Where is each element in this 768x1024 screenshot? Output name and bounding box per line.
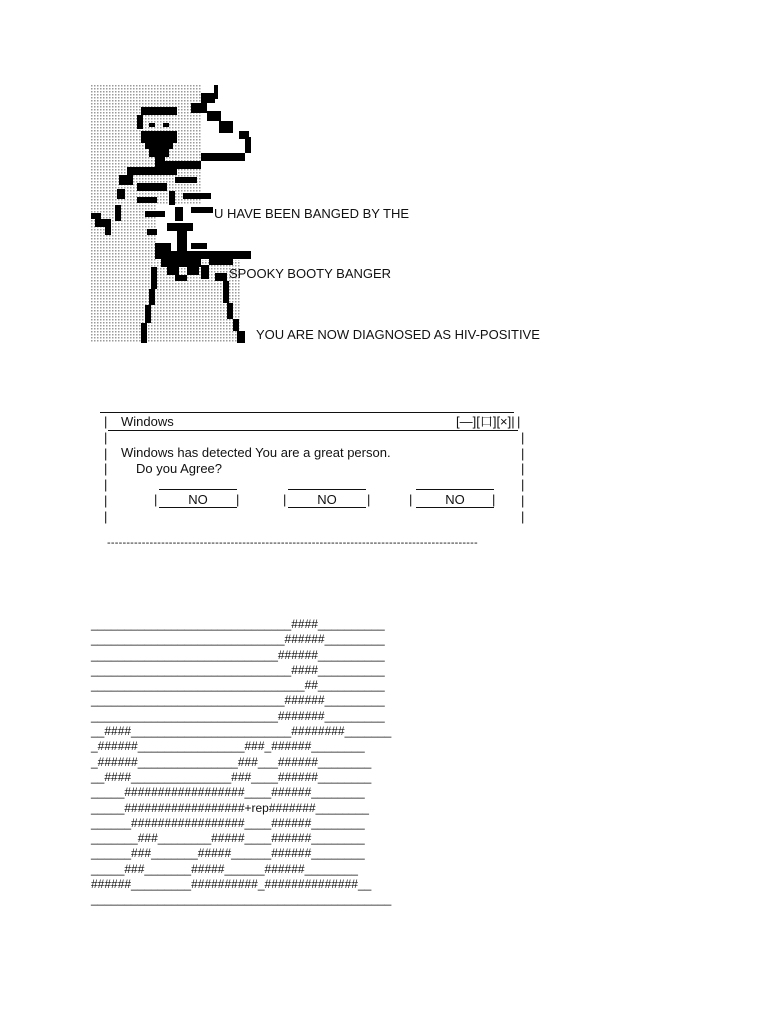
dialog-title: Windows xyxy=(121,414,174,429)
ascii-art-line: __####_______________###____######________ xyxy=(91,769,372,784)
ascii-art-line: _######_______________###___######________ xyxy=(91,754,372,769)
ascii-art-line: _____##################+rep#######________ xyxy=(91,800,369,815)
dialog-left-bar: | xyxy=(104,414,108,429)
ascii-art-line: ______________________________####__________ xyxy=(91,617,385,631)
no-button-2[interactable]: NO xyxy=(288,489,366,508)
ascii-art-line: ######_________##########_##############__ xyxy=(91,877,372,892)
button-1-left-bar: | xyxy=(154,492,158,507)
no-button-1[interactable]: NO xyxy=(159,489,237,508)
ascii-art-line: _______###________#####____######________ xyxy=(91,831,365,846)
ascii-art-line: ______#################____######________ xyxy=(91,815,365,830)
ascii-art-line: _____________________________________________ xyxy=(91,892,392,907)
ascii-art-line: ____________________________#######_________ xyxy=(91,708,385,723)
dialog-left-border: | | | | | | xyxy=(104,430,108,524)
ascii-art-line: _____##################____######________ xyxy=(91,785,365,800)
ascii-art-line: ________________________________##__________ xyxy=(91,678,385,693)
meme-line-2: SPOOKY BOOTY BANGER xyxy=(229,266,392,281)
ascii-art-line: _____###_______#####______######________ xyxy=(91,861,358,876)
meme-line-1: U HAVE BEEN BANGED BY THE xyxy=(214,206,410,221)
button-1-right-bar: | xyxy=(236,492,240,507)
button-3-right-bar: | xyxy=(492,492,496,507)
meme-line-3: YOU ARE NOW DIAGNOSED AS HIV-POSITIVE xyxy=(256,327,540,342)
button-2-left-bar: | xyxy=(283,492,287,507)
ascii-art-line: _____________________________######_________ xyxy=(91,693,385,708)
ascii-art-line: __####________________________########_______ xyxy=(91,724,392,739)
button-3-left-bar: | xyxy=(409,492,413,507)
ascii-art-line: ______###_______#####______######________ xyxy=(91,846,365,861)
no-button-3[interactable]: NO xyxy=(416,489,494,508)
dialog-right-border: | | | | | | xyxy=(521,430,525,524)
ascii-art-line: _____________________________######_________ xyxy=(91,632,385,647)
window-controls[interactable]: [—][口][×]| xyxy=(456,414,515,429)
dialog-right-bar: | xyxy=(517,414,521,429)
ascii-art-line: ______________________________####__________ xyxy=(91,662,385,677)
button-2-right-bar: | xyxy=(367,492,371,507)
ascii-art-line: ____________________________######__________ xyxy=(91,647,385,662)
ascii-art-line: _######________________###_######________ xyxy=(91,739,365,754)
dialog-title-underline xyxy=(108,430,518,431)
dialog-bottom-dashes: ------------------------------------------------------------------------------------------------ xyxy=(107,537,478,549)
dialog-question: Do you Agree? xyxy=(136,461,223,476)
ascii-art-block xyxy=(91,617,421,908)
dialog-message: Windows has detected You are a great person. xyxy=(121,445,391,460)
dialog-top-border xyxy=(100,412,514,413)
